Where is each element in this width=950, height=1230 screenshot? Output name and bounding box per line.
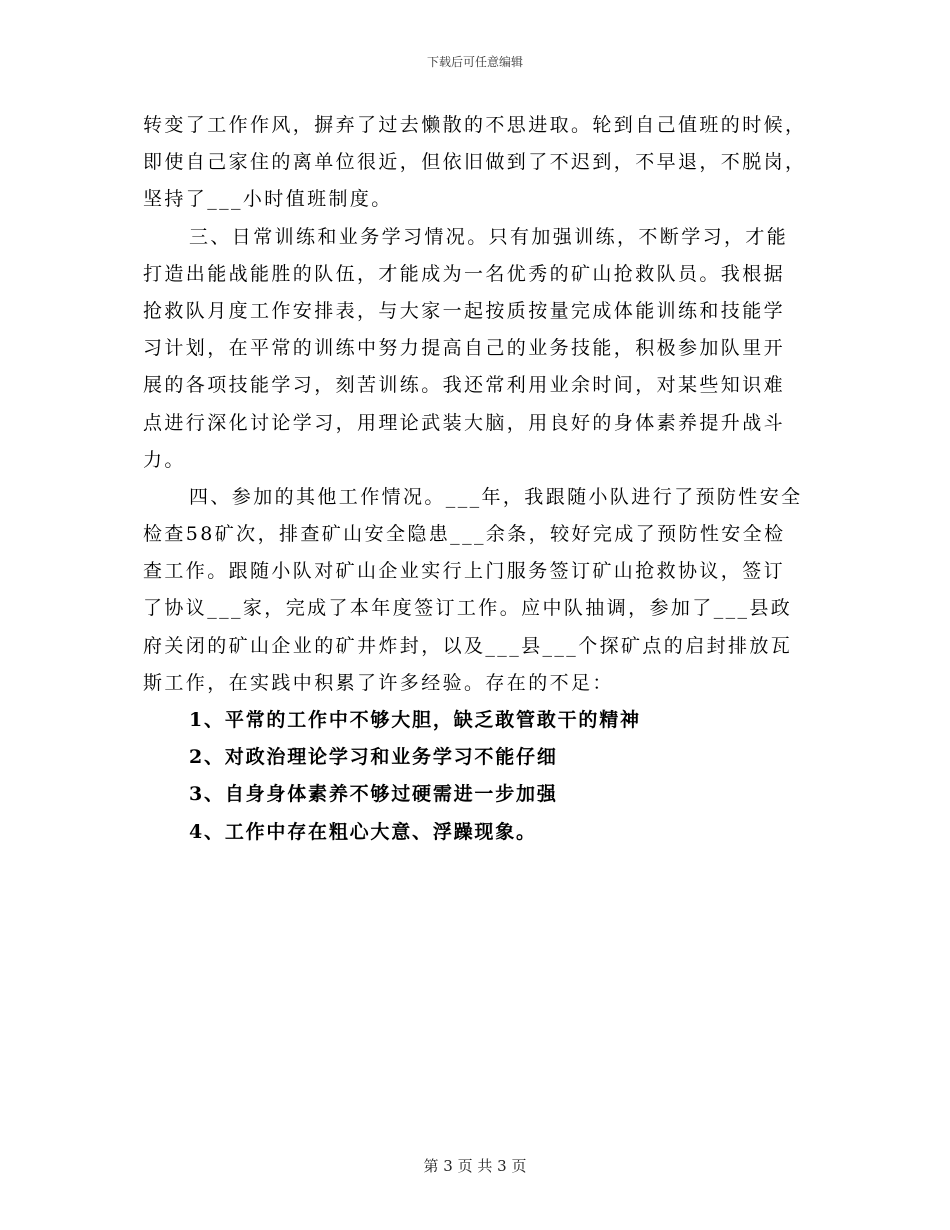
text-line: 坚持了___小时值班制度。: [143, 188, 393, 211]
section-heading-line: 四、参加的其他工作情况。___年，我跟随小队进行了预防性安全: [189, 485, 803, 508]
section-heading-line: 三、日常训练和业务学习情况。只有加强训练，不断学习，才能: [189, 225, 789, 248]
text-line: 即使自己家住的离单位很近，但依旧做到了不迟到，不早退，不脱岗，: [143, 151, 807, 174]
text-line: 打造出能战能胜的队伍，才能成为一名优秀的矿山抢救队员。我根据: [143, 262, 786, 285]
text-line: 展的各项技能学习，刻苦训练。我还常利用业余时间，对某些知识难: [143, 374, 786, 397]
page-number: 第 3 页 共 3 页: [423, 1157, 527, 1175]
text-line: 府关闭的矿山企业的矿井炸封，以及___县___个探矿点的启封排放瓦: [143, 634, 793, 657]
shortcoming-item: 3、自身身体素养不够过硬需进一步加强: [189, 783, 558, 806]
text-line: 习计划，在平常的训练中努力提高自己的业务技能，积极参加队里开: [143, 337, 786, 360]
shortcoming-item: 2、对政治理论学习和业务学习不能仔细: [189, 746, 558, 769]
document-body: [143, 110, 811, 854]
text-line: 力。: [143, 448, 186, 471]
text-line: 抢救队月度工作安排表，与大家一起按质按量完成体能训练和技能学: [143, 299, 786, 322]
text-line: 检查58矿次，排查矿山安全隐患___余条，较好完成了预防性安全检: [143, 523, 786, 546]
text-line: 点进行深化讨论学习，用理论武装大脑，用良好的身体素养提升战斗: [143, 411, 786, 434]
text-line: 查工作。跟随小队对矿山企业实行上门服务签订矿山抢救协议，签订: [143, 560, 786, 583]
page-header: 下载后可任意编辑: [426, 55, 523, 69]
shortcoming-item: 1、平常的工作中不够大胆，缺乏敢管敢干的精神: [189, 709, 641, 731]
text-line: 转变了工作作风，摒弃了过去懒散的不思进取。轮到自己值班的时候，: [143, 114, 807, 136]
shortcoming-item: 4、工作中存在粗心大意、浮躁现象。: [189, 820, 537, 843]
text-line: 了协议___家，完成了本年度签订工作。应中队抽调，参加了___县政: [143, 597, 793, 620]
text-line: 斯工作，在实践中积累了许多经验。存在的不足：: [143, 671, 614, 694]
